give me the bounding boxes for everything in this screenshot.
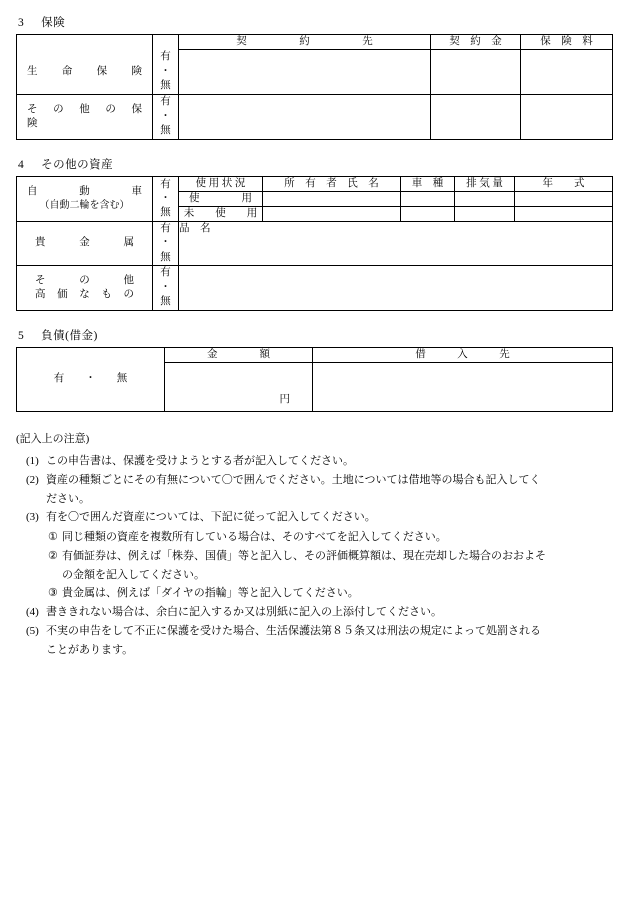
- car-used-owner[interactable]: [263, 191, 401, 206]
- insurance-corner-yesno-cell: [153, 35, 179, 50]
- debt-header-lender: 借 入 先: [313, 347, 613, 362]
- note-item: [16, 471, 614, 489]
- car-yesno[interactable]: 有 ・ 無: [153, 176, 179, 222]
- subnote-text: 貴金属は、例えば「ダイヤの指輪」等と記入してください。: [62, 587, 359, 599]
- note-number: (3): [26, 511, 39, 524]
- note-item: [16, 452, 614, 470]
- note-text: 不実の申告をして不正に保護を受けた場合、生活保護法第８５条又は刑法の規定によって処罰される: [46, 625, 541, 638]
- subnote-number: ③: [48, 587, 58, 599]
- insurance-row-other-premium[interactable]: [521, 94, 613, 139]
- insurance-corner-cell: [17, 35, 153, 50]
- other-valuables-label: そ の 他 高 価 な も の: [17, 265, 153, 310]
- note-text: 有を〇で囲んだ資産については、下記に従って記入してください。: [46, 511, 376, 524]
- car-header-usage: 使 用 状 況: [179, 176, 263, 191]
- insurance-row-other-contract-amount[interactable]: [431, 94, 521, 139]
- debt-table: [16, 347, 613, 412]
- section-insurance-number: 3: [18, 17, 25, 29]
- note-text-continued: ださい。: [46, 493, 90, 506]
- insurance-row-life-yesno[interactable]: 有 ・ 無: [153, 50, 179, 95]
- note-number: (5): [26, 625, 39, 638]
- note-item: [16, 508, 614, 526]
- section-debt-number: 5: [18, 329, 25, 342]
- car-used-type[interactable]: [401, 191, 455, 206]
- section-other-assets-number: 4: [18, 158, 25, 171]
- other-valuables-entry[interactable]: [179, 265, 613, 310]
- subnote-item: [16, 528, 614, 546]
- section-insurance-heading: 保険: [41, 17, 66, 29]
- insurance-table: [16, 34, 613, 140]
- section-other-assets-title: [18, 156, 614, 172]
- subnote-text: 同じ種類の資産を複数所有している場合は、そのすべてを記入してください。: [62, 530, 447, 543]
- section-debt: [16, 327, 614, 412]
- note-item: [16, 622, 614, 640]
- car-unused-owner[interactable]: [263, 207, 401, 222]
- insurance-header-contract-target: 契 約 先: [179, 35, 431, 50]
- table-row: [17, 265, 613, 310]
- other-valuables-yesno[interactable]: 有 ・ 無: [153, 265, 179, 310]
- section-other-assets: [16, 156, 614, 311]
- subnote-text-continued: の金額を記入してください。: [62, 568, 205, 581]
- precious-metal-item-header: 品 名: [179, 222, 613, 266]
- insurance-row-other-yesno[interactable]: 有 ・ 無: [153, 94, 179, 139]
- debt-yesno[interactable]: 有 ・ 無: [17, 347, 165, 411]
- section-debt-heading: 負債(借金): [41, 329, 98, 342]
- car-header-owner: 所 有 者 氏 名: [263, 176, 401, 191]
- car-usage-used: 使 用: [179, 191, 263, 206]
- note-text: この申告書は、保護を受けようとする者が記入してください。: [46, 455, 354, 468]
- subnote-item: [16, 584, 614, 602]
- insurance-row-life-premium[interactable]: [521, 50, 613, 95]
- precious-metal-yesno[interactable]: 有 ・ 無: [153, 222, 179, 266]
- table-row: [17, 222, 613, 266]
- car-unused-type[interactable]: [401, 207, 455, 222]
- table-row: [17, 35, 613, 50]
- insurance-header-premium: 保 険 料: [521, 35, 613, 50]
- car-unused-displacement[interactable]: [455, 207, 515, 222]
- debt-header-amount: 金 額: [165, 347, 313, 362]
- insurance-row-life-contract-amount[interactable]: [431, 50, 521, 95]
- notes-section: [16, 430, 614, 660]
- table-row: [17, 347, 613, 362]
- note-text-continued: ことがあります。: [46, 644, 134, 657]
- insurance-row-life-label: 生 命 保 険: [17, 50, 153, 95]
- section-insurance: [16, 14, 614, 140]
- car-used-displacement[interactable]: [455, 191, 515, 206]
- debt-lender-entry[interactable]: [313, 362, 613, 411]
- notes-title: (記入上の注意): [16, 432, 90, 445]
- section-insurance-title: [18, 14, 614, 30]
- subnote-number: ②: [48, 549, 58, 562]
- car-header-displacement: 排 気 量: [455, 176, 515, 191]
- note-text: 書ききれない場合は、余白に記入するか又は別紙に記入の上添付してください。: [46, 606, 442, 619]
- note-text: 資産の種類ごとにその有無について〇で囲んでください。土地については借地等の場合も記入してく: [46, 474, 541, 487]
- section-other-assets-heading: その他の資産: [41, 158, 114, 171]
- note-item: [16, 603, 614, 621]
- car-unused-year[interactable]: [515, 207, 613, 222]
- insurance-row-other-label: そ の 他 の 保 険: [17, 94, 153, 139]
- car-used-year[interactable]: [515, 191, 613, 206]
- section-debt-title: [18, 327, 614, 343]
- note-number: (4): [26, 606, 39, 619]
- debt-amount-unit: 円: [279, 393, 290, 405]
- car-header-year: 年 式: [515, 176, 613, 191]
- car-header-type: 車 種: [401, 176, 455, 191]
- debt-amount-entry[interactable]: [165, 362, 313, 411]
- insurance-row-other-contract-target[interactable]: [179, 94, 431, 139]
- insurance-header-contract-amount: 契 約 金: [431, 35, 521, 50]
- insurance-row-life-contract-target[interactable]: [179, 50, 431, 95]
- car-usage-unused: 未 使 用: [179, 207, 263, 222]
- table-row: [17, 176, 613, 191]
- other-assets-table: [16, 176, 613, 311]
- subnote-number: ①: [48, 530, 58, 543]
- subnote-item: [16, 547, 614, 565]
- note-number: (2): [26, 474, 39, 487]
- subnote-text: 有価証券は、例えば「株券、国債」等と記入し、その評価概算額は、現在売却した場合のおおよそ: [62, 549, 546, 562]
- car-label-cell: 自 動 車 （自動二輪を含む）: [17, 176, 153, 222]
- precious-metal-label: 貴 金 属: [17, 222, 153, 266]
- table-row: [17, 50, 613, 95]
- table-row: [17, 94, 613, 139]
- note-number: (1): [26, 455, 39, 468]
